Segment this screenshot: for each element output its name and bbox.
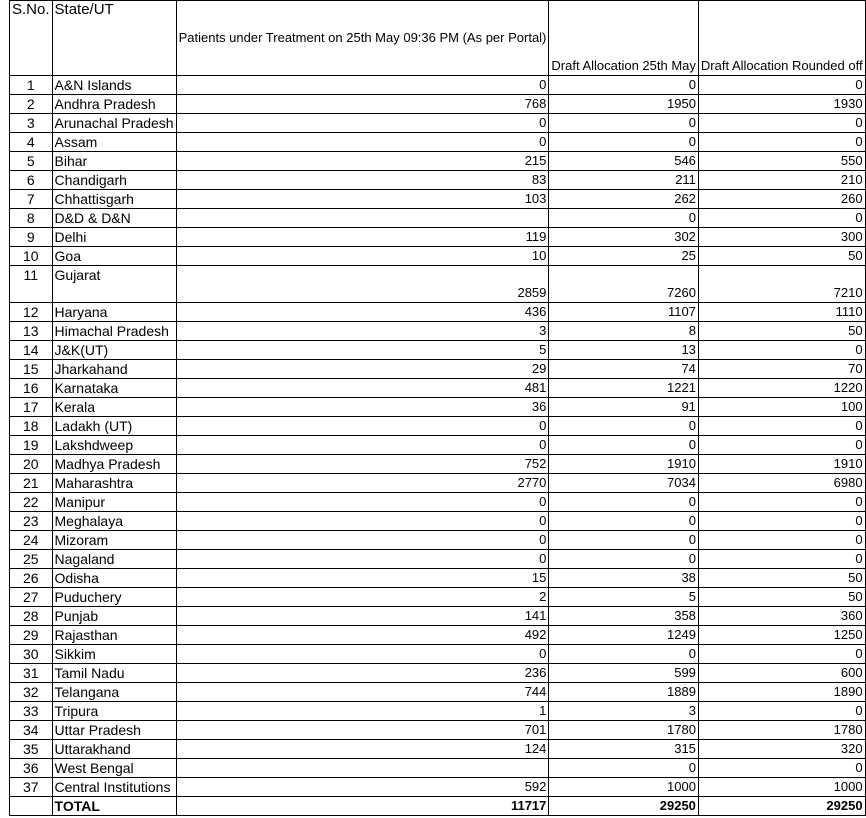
- row-rounded-allocation: 1220: [698, 379, 865, 398]
- table-row: [10, 645, 866, 664]
- row-rounded-allocation: 50: [698, 569, 865, 588]
- row-patients: 2859: [176, 266, 549, 303]
- row-sno: 33: [10, 702, 53, 721]
- row-patients: 2: [176, 588, 549, 607]
- table-row: [10, 360, 866, 379]
- row-state: Jharkahand: [52, 360, 176, 379]
- row-sno: 37: [10, 778, 53, 797]
- row-draft-allocation: 0: [549, 759, 699, 778]
- row-sno: 8: [10, 209, 53, 228]
- row-draft-allocation: 1950: [549, 95, 699, 114]
- row-sno: 23: [10, 512, 53, 531]
- table-row: [10, 152, 866, 171]
- row-sno: 21: [10, 474, 53, 493]
- row-rounded-allocation: 0: [698, 512, 865, 531]
- table-row: [10, 209, 866, 228]
- row-rounded-allocation: 50: [698, 588, 865, 607]
- table-row: [10, 76, 866, 95]
- row-patients: 119: [176, 228, 549, 247]
- total-rounded-allocation: 29250: [698, 797, 865, 816]
- row-state: Bihar: [52, 152, 176, 171]
- row-draft-allocation: 262: [549, 190, 699, 209]
- row-sno: 19: [10, 436, 53, 455]
- row-state: A&N Islands: [52, 76, 176, 95]
- row-sno: 28: [10, 607, 53, 626]
- table-row: [10, 721, 866, 740]
- table-row: [10, 740, 866, 759]
- table-row: [10, 455, 866, 474]
- row-patients: 0: [176, 531, 549, 550]
- row-draft-allocation: 1910: [549, 455, 699, 474]
- row-sno: 20: [10, 455, 53, 474]
- header-draft-allocation: Draft Allocation 25th May: [549, 1, 699, 76]
- row-rounded-allocation: 0: [698, 209, 865, 228]
- row-draft-allocation: 0: [549, 645, 699, 664]
- row-rounded-allocation: 0: [698, 417, 865, 436]
- row-rounded-allocation: 360: [698, 607, 865, 626]
- row-patients: 0: [176, 436, 549, 455]
- row-sno: 25: [10, 550, 53, 569]
- row-draft-allocation: 38: [549, 569, 699, 588]
- row-sno: 16: [10, 379, 53, 398]
- row-rounded-allocation: 0: [698, 76, 865, 95]
- row-state: Uttar Pradesh: [52, 721, 176, 740]
- row-draft-allocation: 5: [549, 588, 699, 607]
- table-row: [10, 493, 866, 512]
- row-patients: 0: [176, 76, 549, 95]
- row-rounded-allocation: 0: [698, 493, 865, 512]
- table-row: [10, 436, 866, 455]
- row-patients: 436: [176, 303, 549, 322]
- row-draft-allocation: 25: [549, 247, 699, 266]
- row-rounded-allocation: 1000: [698, 778, 865, 797]
- row-rounded-allocation: 1110: [698, 303, 865, 322]
- row-draft-allocation: 1780: [549, 721, 699, 740]
- row-patients: 5: [176, 341, 549, 360]
- row-draft-allocation: 599: [549, 664, 699, 683]
- header-rounded-allocation: Draft Allocation Rounded off: [698, 1, 865, 76]
- row-sno: 3: [10, 114, 53, 133]
- row-patients: 3: [176, 322, 549, 341]
- table-row: [10, 759, 866, 778]
- row-sno: 6: [10, 171, 53, 190]
- row-sno: 18: [10, 417, 53, 436]
- table-row: [10, 228, 866, 247]
- table-row: [10, 607, 866, 626]
- row-draft-allocation: 0: [549, 493, 699, 512]
- row-sno: 30: [10, 645, 53, 664]
- row-state: Andhra Pradesh: [52, 95, 176, 114]
- row-sno: 17: [10, 398, 53, 417]
- row-sno: 24: [10, 531, 53, 550]
- row-patients: [176, 759, 549, 778]
- row-patients: 2770: [176, 474, 549, 493]
- row-patients: 29: [176, 360, 549, 379]
- table-row: [10, 512, 866, 531]
- row-rounded-allocation: 0: [698, 645, 865, 664]
- row-patients: 481: [176, 379, 549, 398]
- row-sno: 2: [10, 95, 53, 114]
- row-state: Tripura: [52, 702, 176, 721]
- total-draft-allocation: 29250: [549, 797, 699, 816]
- row-state: Madhya Pradesh: [52, 455, 176, 474]
- row-rounded-allocation: 0: [698, 341, 865, 360]
- row-patients: 15: [176, 569, 549, 588]
- row-state: J&K(UT): [52, 341, 176, 360]
- row-rounded-allocation: 0: [698, 531, 865, 550]
- row-state: Rajasthan: [52, 626, 176, 645]
- row-patients: 0: [176, 645, 549, 664]
- table-row: [10, 322, 866, 341]
- row-draft-allocation: 358: [549, 607, 699, 626]
- row-sno: 29: [10, 626, 53, 645]
- row-rounded-allocation: 1780: [698, 721, 865, 740]
- row-sno: 14: [10, 341, 53, 360]
- row-draft-allocation: 315: [549, 740, 699, 759]
- row-draft-allocation: 546: [549, 152, 699, 171]
- allocation-table: [9, 0, 866, 816]
- table-row: [10, 626, 866, 645]
- row-state: Punjab: [52, 607, 176, 626]
- row-patients: 83: [176, 171, 549, 190]
- row-rounded-allocation: 1250: [698, 626, 865, 645]
- row-state: Mizoram: [52, 531, 176, 550]
- row-sno: 34: [10, 721, 53, 740]
- row-rounded-allocation: 100: [698, 398, 865, 417]
- header-sno: S.No.: [10, 1, 53, 76]
- row-draft-allocation: 3: [549, 702, 699, 721]
- row-state: Meghalaya: [52, 512, 176, 531]
- row-patients: 236: [176, 664, 549, 683]
- row-draft-allocation: 0: [549, 417, 699, 436]
- row-state: Telangana: [52, 683, 176, 702]
- header-state: State/UT: [52, 1, 176, 76]
- row-sno: 9: [10, 228, 53, 247]
- row-draft-allocation: 211: [549, 171, 699, 190]
- row-patients: 0: [176, 550, 549, 569]
- row-state: Haryana: [52, 303, 176, 322]
- row-draft-allocation: 7260: [549, 266, 699, 303]
- row-patients: 0: [176, 512, 549, 531]
- row-patients: 752: [176, 455, 549, 474]
- row-draft-allocation: 13: [549, 341, 699, 360]
- row-draft-allocation: 0: [549, 531, 699, 550]
- table-row: [10, 398, 866, 417]
- row-state: Goa: [52, 247, 176, 266]
- row-rounded-allocation: 210: [698, 171, 865, 190]
- row-draft-allocation: 0: [549, 512, 699, 531]
- row-patients: 0: [176, 133, 549, 152]
- row-state: Himachal Pradesh: [52, 322, 176, 341]
- row-state: Delhi: [52, 228, 176, 247]
- row-rounded-allocation: 1930: [698, 95, 865, 114]
- row-sno: 12: [10, 303, 53, 322]
- row-rounded-allocation: 0: [698, 114, 865, 133]
- row-state: Sikkim: [52, 645, 176, 664]
- row-sno: 22: [10, 493, 53, 512]
- table-row: [10, 247, 866, 266]
- row-patients: 0: [176, 417, 549, 436]
- header-row: [10, 1, 866, 76]
- row-rounded-allocation: 320: [698, 740, 865, 759]
- row-state: Tamil Nadu: [52, 664, 176, 683]
- row-state: Karnataka: [52, 379, 176, 398]
- row-rounded-allocation: 50: [698, 322, 865, 341]
- table-row: [10, 417, 866, 436]
- row-sno: 5: [10, 152, 53, 171]
- row-state: D&D & D&N: [52, 209, 176, 228]
- table-header: [10, 1, 866, 76]
- row-draft-allocation: 91: [549, 398, 699, 417]
- table-row: [10, 778, 866, 797]
- row-patients: 215: [176, 152, 549, 171]
- row-rounded-allocation: 6980: [698, 474, 865, 493]
- row-draft-allocation: 0: [549, 209, 699, 228]
- row-sno: 15: [10, 360, 53, 379]
- row-draft-allocation: 0: [549, 114, 699, 133]
- row-patients: 1: [176, 702, 549, 721]
- row-state: Puduchery: [52, 588, 176, 607]
- row-rounded-allocation: 7210: [698, 266, 865, 303]
- row-sno: 4: [10, 133, 53, 152]
- row-state: Assam: [52, 133, 176, 152]
- row-state: Arunachal Pradesh: [52, 114, 176, 133]
- row-rounded-allocation: 0: [698, 550, 865, 569]
- row-state: Chandigarh: [52, 171, 176, 190]
- table-row: [10, 303, 866, 322]
- row-sno: 27: [10, 588, 53, 607]
- row-draft-allocation: 1000: [549, 778, 699, 797]
- row-draft-allocation: 0: [549, 436, 699, 455]
- row-rounded-allocation: 260: [698, 190, 865, 209]
- row-state: Maharashtra: [52, 474, 176, 493]
- row-rounded-allocation: 300: [698, 228, 865, 247]
- row-state: Manipur: [52, 493, 176, 512]
- row-sno: 13: [10, 322, 53, 341]
- row-state: Lakshdweep: [52, 436, 176, 455]
- row-draft-allocation: 302: [549, 228, 699, 247]
- row-draft-allocation: 8: [549, 322, 699, 341]
- row-draft-allocation: 0: [549, 550, 699, 569]
- row-draft-allocation: 0: [549, 76, 699, 95]
- header-patients: Patients under Treatment on 25th May 09:36 PM (As per Portal): [176, 1, 549, 76]
- row-draft-allocation: 7034: [549, 474, 699, 493]
- table-body: [10, 76, 866, 816]
- row-sno: 31: [10, 664, 53, 683]
- row-state: Uttarakhand: [52, 740, 176, 759]
- row-state: West Bengal: [52, 759, 176, 778]
- table-row: [10, 341, 866, 360]
- row-sno: 7: [10, 190, 53, 209]
- row-rounded-allocation: 1910: [698, 455, 865, 474]
- row-rounded-allocation: 0: [698, 702, 865, 721]
- row-state: Ladakh (UT): [52, 417, 176, 436]
- row-rounded-allocation: 50: [698, 247, 865, 266]
- table-row: [10, 133, 866, 152]
- table-row: [10, 683, 866, 702]
- table-row: [10, 531, 866, 550]
- table-row: [10, 171, 866, 190]
- table-row: [10, 702, 866, 721]
- row-draft-allocation: 1249: [549, 626, 699, 645]
- row-patients: 592: [176, 778, 549, 797]
- row-state: Odisha: [52, 569, 176, 588]
- row-patients: 492: [176, 626, 549, 645]
- table-row: [10, 550, 866, 569]
- row-patients: 0: [176, 493, 549, 512]
- row-sno: 11: [10, 266, 53, 303]
- row-sno: 10: [10, 247, 53, 266]
- row-rounded-allocation: 0: [698, 133, 865, 152]
- row-rounded-allocation: 1890: [698, 683, 865, 702]
- row-rounded-allocation: 550: [698, 152, 865, 171]
- row-sno: 32: [10, 683, 53, 702]
- total-patients: 11717: [176, 797, 549, 816]
- table-row: [10, 190, 866, 209]
- row-state: Chhattisgarh: [52, 190, 176, 209]
- row-draft-allocation: 0: [549, 133, 699, 152]
- row-patients: 10: [176, 247, 549, 266]
- table-row: [10, 569, 866, 588]
- row-patients: 744: [176, 683, 549, 702]
- row-state: Nagaland: [52, 550, 176, 569]
- row-sno: 1: [10, 76, 53, 95]
- total-label: TOTAL: [52, 797, 176, 816]
- row-rounded-allocation: 0: [698, 759, 865, 778]
- row-sno: 36: [10, 759, 53, 778]
- row-draft-allocation: 1107: [549, 303, 699, 322]
- total-sno: [10, 797, 53, 816]
- table-row: [10, 588, 866, 607]
- row-patients: 124: [176, 740, 549, 759]
- table-row: [10, 664, 866, 683]
- row-patients: 0: [176, 114, 549, 133]
- row-rounded-allocation: 0: [698, 436, 865, 455]
- row-patients: 36: [176, 398, 549, 417]
- table-row: [10, 266, 866, 303]
- row-sno: 26: [10, 569, 53, 588]
- row-patients: 768: [176, 95, 549, 114]
- table-row: [10, 474, 866, 493]
- row-rounded-allocation: 70: [698, 360, 865, 379]
- row-patients: [176, 209, 549, 228]
- table-row: [10, 114, 866, 133]
- row-patients: 141: [176, 607, 549, 626]
- row-state: Kerala: [52, 398, 176, 417]
- row-state: Central Institutions: [52, 778, 176, 797]
- row-patients: 103: [176, 190, 549, 209]
- total-row: [10, 797, 866, 816]
- row-draft-allocation: 1221: [549, 379, 699, 398]
- table-row: [10, 379, 866, 398]
- row-patients: 701: [176, 721, 549, 740]
- row-state: Gujarat: [52, 266, 176, 303]
- table-row: [10, 95, 866, 114]
- row-rounded-allocation: 600: [698, 664, 865, 683]
- row-draft-allocation: 1889: [549, 683, 699, 702]
- row-draft-allocation: 74: [549, 360, 699, 379]
- row-sno: 35: [10, 740, 53, 759]
